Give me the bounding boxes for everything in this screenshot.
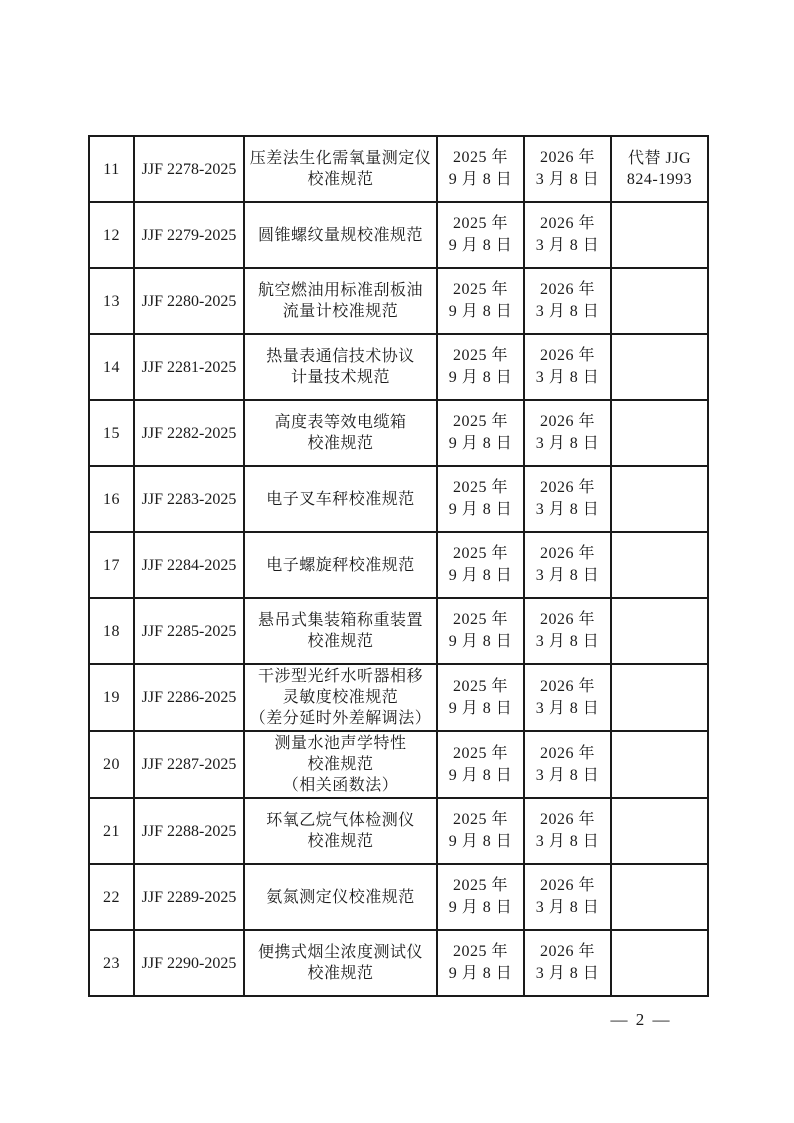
cell-line: 2025 年 — [452, 413, 508, 430]
cell-line: JJF 2288-2025 — [141, 822, 237, 840]
cell-line: 23 — [103, 954, 120, 972]
cell-line: 12 — [103, 226, 120, 244]
impl-date-cell — [524, 334, 611, 400]
issue-date-cell — [437, 731, 524, 798]
cell-line: 9 月 8 日 — [448, 435, 513, 452]
cell-line: （相关函数法） — [282, 777, 399, 794]
issue-date-cell — [437, 864, 524, 930]
name-cell — [244, 400, 437, 466]
table-row — [89, 466, 708, 532]
impl-date-cell — [524, 202, 611, 268]
cell-line: 热量表通信技术协议 — [266, 348, 415, 365]
table-row — [89, 400, 708, 466]
cell-line: 干涉型光纤水听器相移 — [257, 668, 423, 685]
cell-line: 代替 JJG — [627, 150, 691, 167]
row-no-cell — [89, 930, 134, 996]
name-cell — [244, 664, 437, 731]
cell-line: 2026 年 — [539, 479, 595, 496]
row-no-cell — [89, 268, 134, 334]
cell-line: 2026 年 — [539, 943, 595, 960]
cell-line: JJF 2282-2025 — [141, 424, 237, 442]
impl-date-cell — [524, 731, 611, 798]
row-no-cell — [89, 400, 134, 466]
name-cell — [244, 798, 437, 864]
name-cell — [244, 268, 437, 334]
cell-line: JJF 2289-2025 — [141, 888, 237, 906]
standards-table-body — [89, 136, 708, 996]
name-cell — [244, 202, 437, 268]
code-cell — [134, 598, 244, 664]
row-no-cell — [89, 864, 134, 930]
cell-line: 3 月 8 日 — [535, 965, 600, 982]
cell-line: 高度表等效电缆箱 — [274, 414, 407, 431]
issue-date-cell — [437, 930, 524, 996]
table-row — [89, 268, 708, 334]
name-cell — [244, 334, 437, 400]
cell-line: 13 — [103, 292, 120, 310]
table-row — [89, 136, 708, 202]
cell-line: 9 月 8 日 — [448, 369, 513, 386]
cell-line: 电子螺旋秤校准规范 — [266, 556, 415, 574]
cell-line: 3 月 8 日 — [535, 171, 600, 188]
cell-line: JJF 2280-2025 — [141, 292, 237, 310]
row-no-cell — [89, 136, 134, 202]
cell-line: JJF 2278-2025 — [141, 160, 237, 178]
cell-line: 3 月 8 日 — [535, 567, 600, 584]
issue-date-cell — [437, 136, 524, 202]
impl-date-cell — [524, 930, 611, 996]
page-number: — 2 — — [610, 1010, 672, 1029]
cell-line: 2025 年 — [452, 877, 508, 894]
remark-cell — [611, 268, 708, 334]
cell-line: 9 月 8 日 — [448, 171, 513, 188]
cell-line: 2025 年 — [452, 281, 508, 298]
cell-line: 2026 年 — [539, 281, 595, 298]
name-cell — [244, 930, 437, 996]
cell-line: 9 月 8 日 — [448, 237, 513, 254]
cell-line: 2025 年 — [452, 943, 508, 960]
remark-cell — [611, 466, 708, 532]
impl-date-cell — [524, 466, 611, 532]
cell-line: 校准规范 — [307, 965, 374, 982]
cell-line: 20 — [103, 756, 120, 773]
cell-line: 3 月 8 日 — [535, 766, 600, 784]
cell-line: 9 月 8 日 — [448, 633, 513, 650]
impl-date-cell — [524, 798, 611, 864]
cell-line: 2026 年 — [539, 413, 595, 430]
cell-line: 9 月 8 日 — [448, 899, 513, 916]
name-cell — [244, 532, 437, 598]
code-cell — [134, 400, 244, 466]
table-row — [89, 598, 708, 664]
cell-line: 3 月 8 日 — [535, 501, 600, 518]
cell-line: 2026 年 — [539, 744, 595, 762]
row-no-cell — [89, 466, 134, 532]
cell-line: 16 — [103, 490, 120, 508]
code-cell — [134, 731, 244, 798]
cell-line: 2026 年 — [539, 877, 595, 894]
cell-line: 2026 年 — [539, 347, 595, 364]
impl-date-cell — [524, 136, 611, 202]
cell-line: 测量水池声学特性 — [274, 735, 407, 752]
cell-line: 压差法生化需氧量测定仪 — [249, 150, 432, 167]
cell-line: 22 — [103, 888, 120, 906]
cell-line: 环氧乙烷气体检测仪 — [266, 812, 415, 829]
table-row — [89, 532, 708, 598]
impl-date-cell — [524, 864, 611, 930]
cell-line: 计量技术规范 — [290, 369, 390, 386]
cell-line: 9 月 8 日 — [448, 833, 513, 850]
remark-cell — [611, 664, 708, 731]
cell-line: 9 月 8 日 — [448, 567, 513, 584]
cell-line: 2026 年 — [539, 149, 595, 166]
cell-line: 校准规范 — [307, 633, 374, 650]
cell-line: （差分延时外差解调法） — [249, 710, 432, 727]
cell-line: JJF 2286-2025 — [141, 689, 237, 706]
code-cell — [134, 136, 244, 202]
cell-line: JJF 2283-2025 — [141, 490, 237, 508]
cell-line: 校准规范 — [307, 171, 374, 188]
cell-line: 便携式烟尘浓度测试仪 — [257, 944, 423, 961]
cell-line: 2025 年 — [452, 744, 508, 762]
code-cell — [134, 930, 244, 996]
cell-line: 3 月 8 日 — [535, 303, 600, 320]
cell-line: 校准规范 — [307, 435, 374, 452]
cell-line: 2026 年 — [539, 545, 595, 562]
cell-line: 氨氮测定仪校准规范 — [266, 888, 415, 906]
cell-line: 2026 年 — [539, 811, 595, 828]
cell-line: JJF 2279-2025 — [141, 226, 237, 244]
impl-date-cell — [524, 598, 611, 664]
cell-line: 15 — [103, 424, 120, 442]
code-cell — [134, 334, 244, 400]
cell-line: 3 月 8 日 — [535, 899, 600, 916]
cell-line: JJF 2284-2025 — [141, 556, 237, 574]
remark-cell — [611, 532, 708, 598]
cell-line: 校准规范 — [307, 833, 374, 850]
standards-table — [88, 135, 709, 997]
cell-line: 9 月 8 日 — [448, 303, 513, 320]
cell-line: 9 月 8 日 — [448, 965, 513, 982]
remark-cell — [611, 400, 708, 466]
cell-line: 18 — [103, 622, 120, 640]
cell-line: 校准规范 — [307, 756, 374, 773]
cell-line: 3 月 8 日 — [535, 237, 600, 254]
code-cell — [134, 202, 244, 268]
row-no-cell — [89, 334, 134, 400]
row-no-cell — [89, 202, 134, 268]
table-row — [89, 930, 708, 996]
impl-date-cell — [524, 268, 611, 334]
cell-line: JJF 2285-2025 — [141, 622, 237, 640]
code-cell — [134, 532, 244, 598]
code-cell — [134, 466, 244, 532]
issue-date-cell — [437, 664, 524, 731]
name-cell — [244, 864, 437, 930]
cell-line: 电子叉车秤校准规范 — [266, 490, 415, 508]
cell-line: 圆锥螺纹量规校准规范 — [257, 226, 423, 244]
cell-line: 2025 年 — [452, 611, 508, 628]
cell-line: 9 月 8 日 — [448, 766, 513, 784]
code-cell — [134, 268, 244, 334]
cell-line: 灵敏度校准规范 — [282, 689, 399, 706]
row-no-cell — [89, 798, 134, 864]
cell-line: 悬吊式集装箱称重装置 — [257, 612, 423, 629]
cell-line: 3 月 8 日 — [535, 435, 600, 452]
cell-line: 2026 年 — [539, 611, 595, 628]
cell-line: 17 — [103, 556, 120, 574]
cell-line: 19 — [103, 689, 120, 706]
cell-line: 2025 年 — [452, 149, 508, 166]
remark-cell — [611, 136, 708, 202]
cell-line: 14 — [103, 358, 120, 376]
table-row — [89, 864, 708, 930]
table-row — [89, 664, 708, 731]
name-cell — [244, 598, 437, 664]
remark-cell — [611, 798, 708, 864]
row-no-cell — [89, 532, 134, 598]
remark-cell — [611, 202, 708, 268]
cell-line: 2026 年 — [539, 215, 595, 232]
remark-cell — [611, 598, 708, 664]
cell-line: 21 — [103, 822, 120, 840]
cell-line: 2025 年 — [452, 215, 508, 232]
cell-line: 2025 年 — [452, 811, 508, 828]
cell-line: 3 月 8 日 — [535, 699, 600, 717]
cell-line: JJF 2290-2025 — [141, 954, 237, 972]
cell-line: 3 月 8 日 — [535, 369, 600, 386]
issue-date-cell — [437, 532, 524, 598]
cell-line: 2026 年 — [539, 677, 595, 695]
issue-date-cell — [437, 400, 524, 466]
cell-line: 2025 年 — [452, 479, 508, 496]
cell-line: 航空燃油用标准刮板油 — [257, 282, 423, 299]
cell-line: 流量计校准规范 — [282, 303, 399, 320]
remark-cell — [611, 864, 708, 930]
row-no-cell — [89, 731, 134, 798]
row-no-cell — [89, 664, 134, 731]
remark-cell — [611, 731, 708, 798]
issue-date-cell — [437, 598, 524, 664]
cell-line: 2025 年 — [452, 677, 508, 695]
cell-line: 2025 年 — [452, 347, 508, 364]
remark-cell — [611, 930, 708, 996]
cell-line: 824-1993 — [626, 171, 693, 188]
cell-line: 9 月 8 日 — [448, 501, 513, 518]
issue-date-cell — [437, 268, 524, 334]
issue-date-cell — [437, 466, 524, 532]
cell-line: 3 月 8 日 — [535, 633, 600, 650]
impl-date-cell — [524, 664, 611, 731]
table-row — [89, 798, 708, 864]
name-cell — [244, 466, 437, 532]
cell-line: JJF 2281-2025 — [141, 358, 237, 376]
table-row — [89, 202, 708, 268]
row-no-cell — [89, 598, 134, 664]
cell-line: 2025 年 — [452, 545, 508, 562]
code-cell — [134, 864, 244, 930]
cell-line: 9 月 8 日 — [448, 699, 513, 717]
issue-date-cell — [437, 334, 524, 400]
impl-date-cell — [524, 400, 611, 466]
code-cell — [134, 798, 244, 864]
code-cell — [134, 664, 244, 731]
cell-line: 3 月 8 日 — [535, 833, 600, 850]
issue-date-cell — [437, 798, 524, 864]
table-row — [89, 731, 708, 798]
name-cell — [244, 136, 437, 202]
impl-date-cell — [524, 532, 611, 598]
cell-line: JJF 2287-2025 — [141, 756, 237, 773]
table-row — [89, 334, 708, 400]
remark-cell — [611, 334, 708, 400]
cell-line: 11 — [103, 160, 120, 178]
name-cell — [244, 731, 437, 798]
issue-date-cell — [437, 202, 524, 268]
